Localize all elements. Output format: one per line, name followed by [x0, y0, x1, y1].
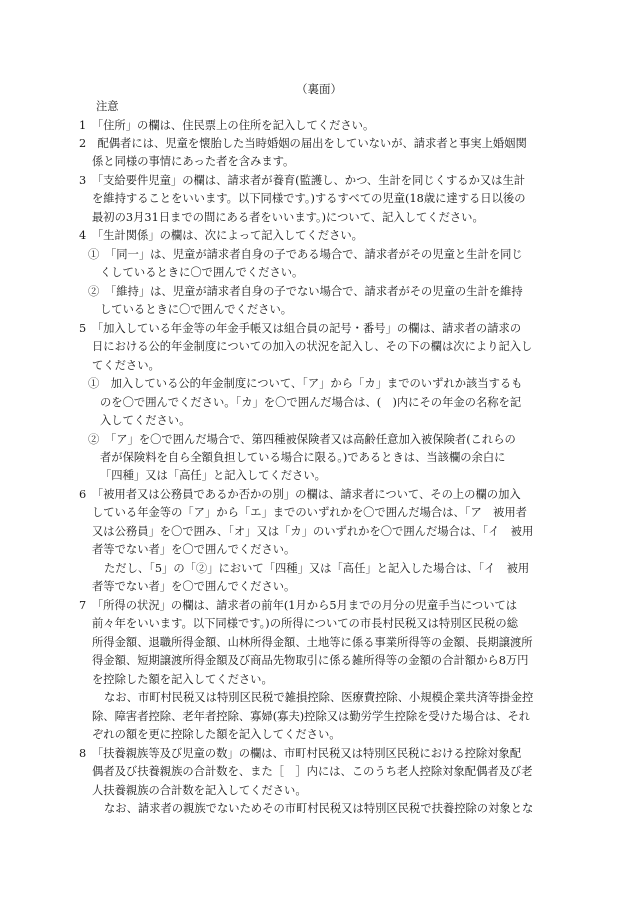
page-title: （裏面） [296, 82, 342, 96]
text-line: 8 「扶養親族等及び児童の数」の欄は、市町村民税又は特別区民税における控除対象配 [79, 747, 522, 760]
text-line: している年金等の「ア」から「エ」までのいずれかを〇で囲んだ場合は、「ア 被用者 [92, 506, 527, 519]
text-line: 者等でない者」を〇で囲んでください。 [92, 580, 296, 593]
text-line: 所得金額、退職所得金額、山林所得金額、土地等に係る事業所得等の金額、長期譲渡所 [92, 636, 533, 649]
text-line: 最初の3月31日までの間にある者をいいます。)について、記入してください。 [92, 211, 484, 224]
text-line: 偶者及び扶養親族の合計数を、また［ ］内には、このうち老人控除対象配偶者及び老 [92, 765, 533, 778]
text-line: 「四種」又は「高任」と記入してください。 [100, 469, 326, 482]
text-line: 1 「住所」の欄は、住民票上の住所を記入してください。 [79, 119, 375, 132]
text-line: ② 「維持」は、児童が請求者自身の子でない場合で、請求者がその児童の生計を維持 [88, 285, 523, 298]
text-line: 7 「所得の状況」の欄は、請求者の前年(1月から5月までの月分の児童手当については [79, 599, 518, 612]
text-line: 日における公的年金制度についての加入の状況を記入し、その下の欄は次により記入し [92, 340, 533, 353]
text-line: を控除した額を記入してください。 [92, 673, 273, 686]
text-line: 得金額、短期譲渡所得金額及び商品先物取引に係る雑所得等の金額の合計額から8万円 [92, 654, 529, 667]
text-line: ぞれの額を更に控除した額を記入してください。 [92, 728, 341, 741]
text-line: 3 「支給要件児童」の欄は、請求者が養育(監護し、かつ、生計を同じくするか又は生計 [79, 174, 526, 187]
text-line: 5 「加入している年金等の年金手帳又は組合員の記号・番号」の欄は、請求者の請求の [79, 322, 522, 335]
text-line: 入してください。 [100, 414, 191, 427]
text-line: 4 「生計関係」の欄は、次によって記入してください。 [79, 229, 363, 242]
text-line: なお、市町村民税又は特別区民税で雑損控除、医療費控除、小規模企業共済等掛金控 [104, 691, 534, 704]
text-line: 者が保険料を自ら全額負担している場合に限る。)であるときは、当該欄の余白に [100, 451, 506, 464]
text-line: 者等でない者」を〇で囲んでください。 [92, 543, 296, 556]
text-line: しているときに〇で囲んでください。 [100, 303, 293, 316]
text-line: てください。 [92, 359, 160, 372]
text-line: 除、障害者控除、老年者控除、寡婦(寡夫)控除又は勤労学生控除を受けた場合は、それ [92, 710, 531, 723]
text-line: なお、請求者の親族でないためその市町村民税又は特別区民税で扶養控除の対象とな [104, 802, 534, 815]
text-line: ① 加入している公的年金制度について、「ア」から「カ」までのいずれか該当するも [88, 377, 523, 390]
text-line: 又は公務員」を〇で囲み、「オ」又は「カ」のいずれかを〇で囲んだ場合は、「イ 被用 [92, 525, 534, 538]
text-line: のを〇で囲んでください。「カ」を〇で囲んだ場合は、( )内にその年金の名称を記 [100, 396, 522, 409]
text-line: 係と同様の事情にあった者を含みます。 [92, 155, 295, 168]
text-line: 人扶養親族の合計数を記入してください。 [92, 784, 307, 797]
text-line: 前々年をいいます。以下同様です。)の所得についての市長村民税又は特別区民税の総 [92, 617, 519, 630]
text-line: ② 「ア」を〇で囲んだ場合で、第四種被保険者又は高齢任意加入被保険者(これらの [88, 433, 516, 446]
text-line: ただし、「5」の「②」において「四種」又は「高任」と記入した場合は、「イ 被用 [104, 562, 530, 575]
text-line: 6 「被用者又は公務員であるか否かの別」の欄は、請求者について、その上の欄の加入 [79, 488, 521, 501]
text-line: 2 配偶者には、児童を懐胎した当時婚姻の届出をしていないが、請求者と事実上婚姻関 [79, 137, 527, 150]
text-line: を維持することをいいます。以下同様です。)するすべての児童(18歳に達する日以後の [92, 192, 526, 205]
text-line: ① 「同一」は、児童が請求者自身の子である場合で、請求者がその児童と生計を同じ [88, 248, 523, 261]
section-heading: 注意 [96, 100, 119, 113]
text-line: くしているときに〇で囲んでください。 [100, 266, 304, 279]
